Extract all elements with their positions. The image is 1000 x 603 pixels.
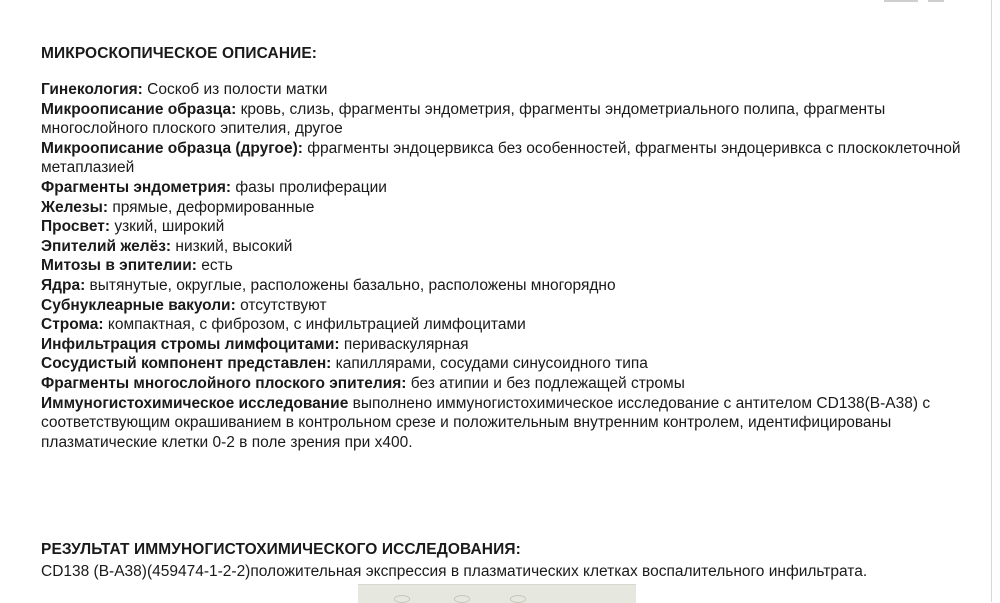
top-decoration bbox=[884, 0, 918, 2]
entry-gland-epithelium bbox=[41, 237, 961, 257]
entry-endometrium-fragments bbox=[41, 178, 961, 198]
entry-label: Железы: bbox=[41, 198, 108, 216]
entry-nuclei bbox=[41, 276, 961, 296]
entry-label: Ядра: bbox=[41, 276, 86, 294]
entry-stroma-infiltration bbox=[41, 335, 961, 355]
entry-ihc-study bbox=[41, 394, 961, 453]
entry-label: Инфильтрация стромы лимфоцитами: bbox=[41, 335, 340, 353]
page-edge bbox=[991, 0, 992, 602]
entry-squamous-epithelium bbox=[41, 374, 961, 394]
entry-value: фазы пролиферации bbox=[235, 178, 387, 196]
entry-value: низкий, высокий bbox=[175, 237, 293, 255]
entry-label: Просвет: bbox=[41, 218, 110, 236]
entry-gynecology bbox=[41, 80, 961, 100]
entry-label: Субнуклеарные вакуоли: bbox=[41, 296, 236, 314]
entry-sample-micro bbox=[41, 100, 961, 139]
entry-value: вытянутые, округлые, расположены базально, расположены многорядно bbox=[89, 276, 616, 294]
entry-mitoses bbox=[41, 256, 961, 276]
entry-label: Митозы в эпителии: bbox=[41, 257, 197, 275]
entry-value: без атипии и без подлежащей стромы bbox=[410, 374, 685, 392]
entry-label: Микроописание образца (другое): bbox=[41, 139, 303, 157]
ihc-result-section bbox=[41, 562, 961, 582]
entry-label: Иммуногистохимическое исследование bbox=[41, 394, 349, 412]
entry-value: Соскоб из полости матки bbox=[147, 81, 328, 98]
entry-label: Фрагменты многослойного плоского эпителия: bbox=[41, 374, 407, 392]
ihc-result-text: CD138 (B-A38)(459474-1-2-2)положительная экспрессия в плазматических клетках воспалительного инфильтрата. bbox=[41, 563, 868, 580]
top-decoration bbox=[928, 0, 944, 2]
entry-value: фрагменты эндоцервикса без особенностей, фрагменты эндоцеривкса с плоскоклеточной метаплазией bbox=[41, 139, 961, 177]
micrograph-image bbox=[358, 584, 636, 603]
entry-vascular-component bbox=[41, 354, 961, 374]
entry-value: кровь, слизь, фрагменты эндометрия, фрагменты эндометриального полипа, фрагменты многослойного плоского эпителия, другое bbox=[41, 100, 886, 138]
entry-value: компактная, с фиброзом, с инфильтрацией лимфоцитами bbox=[107, 316, 526, 334]
entry-value: прямые, деформированные bbox=[112, 198, 315, 216]
entry-label: Эпителий желёз: bbox=[41, 237, 172, 255]
entry-value: выполнено иммуногистохимическое исследование с антителом CD138(B-A38) с соответствующим окрашиванием в контрольном срезе и положительным внутренним контролем, идентифицированы плазматические клетки 0-2 в поле зрения при х400. bbox=[41, 394, 931, 451]
entry-value: узкий, широкий bbox=[114, 218, 225, 236]
ihc-result-heading: РЕЗУЛЬТАТ ИММУНОГИСТОХИМИЧЕСКОГО ИССЛЕДОВАНИЯ: bbox=[41, 541, 521, 558]
microscopic-description-heading: МИКРОСКОПИЧЕСКОЕ ОПИСАНИЕ: bbox=[41, 45, 318, 62]
entry-value: есть bbox=[201, 257, 233, 275]
entry-label: Строма: bbox=[41, 316, 104, 334]
entry-value: периваскулярная bbox=[343, 335, 469, 353]
entry-lumen bbox=[41, 217, 961, 237]
entry-value: отсутствуют bbox=[240, 296, 327, 314]
entry-label: Сосудистый компонент представлен: bbox=[41, 355, 332, 373]
entry-label: Микроописание образца: bbox=[41, 100, 237, 118]
entry-glands bbox=[41, 198, 961, 218]
entry-subnuclear-vacuoles bbox=[41, 296, 961, 316]
entry-value: капиллярами, сосудами синусоидного типа bbox=[335, 355, 648, 373]
microscopic-description-section bbox=[41, 80, 961, 452]
entry-sample-micro-other bbox=[41, 139, 961, 178]
entry-label: Гинекология: bbox=[41, 81, 143, 98]
entry-label: Фрагменты эндометрия: bbox=[41, 178, 232, 196]
entry-stroma bbox=[41, 315, 961, 335]
